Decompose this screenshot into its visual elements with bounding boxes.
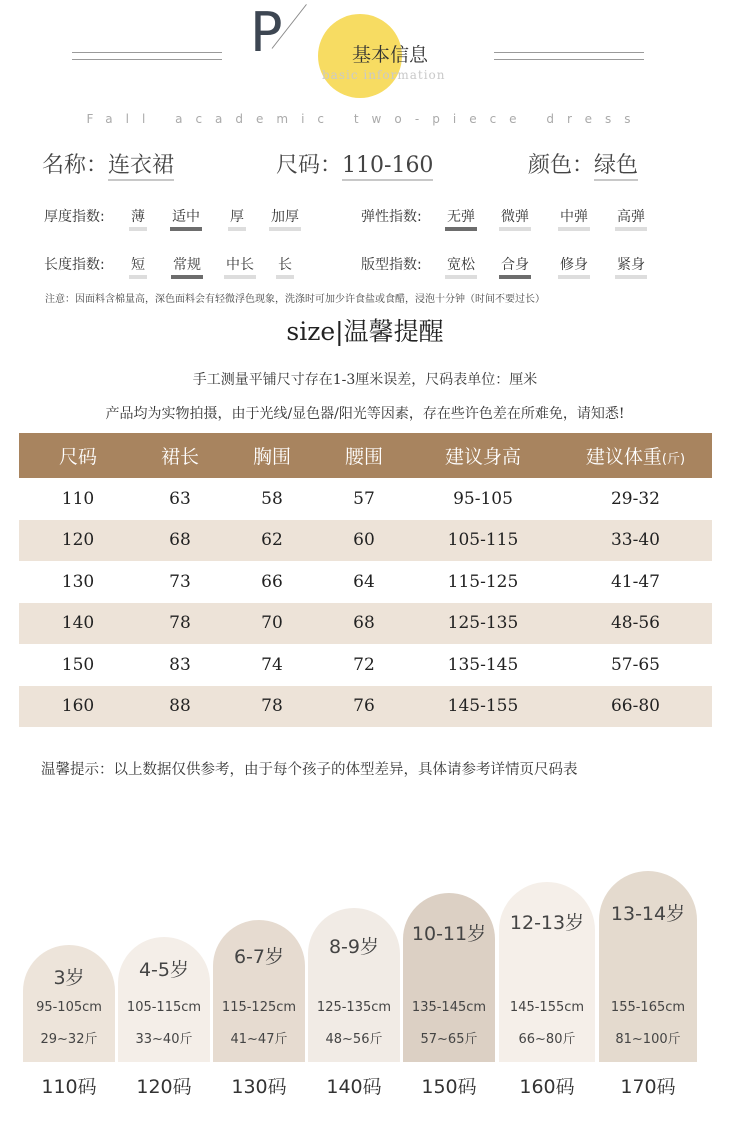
cell-chest: 70 bbox=[261, 613, 283, 634]
option-underline bbox=[170, 227, 202, 231]
table-row bbox=[19, 686, 712, 728]
option-underline bbox=[558, 227, 590, 231]
cell-height: 105-115 bbox=[447, 530, 519, 551]
age-height-range: 125-135cm bbox=[316, 1000, 392, 1015]
option-underline bbox=[276, 275, 294, 279]
age-weight-range: 33~40斤 bbox=[135, 1032, 193, 1047]
cell-height: 115-125 bbox=[447, 571, 519, 592]
header-cell-size: 尺码 bbox=[58, 446, 97, 468]
table-row bbox=[19, 478, 712, 520]
cell-chest: 78 bbox=[261, 696, 283, 717]
fit-option-label: 合身 bbox=[501, 257, 529, 273]
cell-length: 78 bbox=[169, 613, 191, 634]
elasticity-option bbox=[447, 206, 475, 226]
cell-height: 95-105 bbox=[453, 488, 513, 509]
header-cell-chest: 胸围 bbox=[252, 446, 291, 468]
fit-option bbox=[501, 254, 529, 274]
length-option bbox=[173, 254, 201, 274]
cell-length: 68 bbox=[169, 530, 191, 551]
age-weight-range: 29~32斤 bbox=[40, 1032, 98, 1047]
age-height-range: 105-115cm bbox=[126, 1000, 202, 1015]
table-row bbox=[19, 520, 712, 562]
option-underline bbox=[615, 227, 647, 231]
cell-waist: 64 bbox=[353, 571, 375, 592]
option-underline bbox=[171, 275, 203, 279]
cell-weight: 48-56 bbox=[610, 613, 660, 634]
length-option-label: 中长 bbox=[226, 257, 254, 273]
cell-size: 160 bbox=[61, 696, 95, 717]
option-underline bbox=[445, 275, 477, 279]
cell-length: 63 bbox=[169, 488, 191, 509]
header-cell-length: 裙长 bbox=[160, 446, 199, 468]
age-height-range: 155-165cm bbox=[610, 1000, 686, 1015]
cell-waist: 57 bbox=[353, 488, 375, 509]
age-arch bbox=[213, 920, 305, 1062]
thickness-option bbox=[131, 206, 145, 226]
cell-size: 150 bbox=[61, 654, 95, 675]
option-underline bbox=[445, 227, 477, 231]
age-arch bbox=[118, 937, 210, 1062]
age-size-code: 130码 bbox=[231, 1076, 287, 1098]
cell-height: 135-145 bbox=[447, 654, 519, 675]
age-label: 4-5岁 bbox=[138, 959, 190, 981]
length-label: 长度指数: bbox=[44, 257, 105, 273]
elasticity-option bbox=[617, 206, 645, 226]
length-option bbox=[226, 254, 254, 274]
header-right-rule bbox=[494, 52, 644, 60]
age-size-code: 120码 bbox=[136, 1076, 192, 1098]
age-label: 8-9岁 bbox=[328, 936, 380, 958]
cell-waist: 68 bbox=[353, 613, 375, 634]
length-option-label: 短 bbox=[131, 257, 145, 273]
age-arch bbox=[308, 908, 400, 1062]
table-row bbox=[19, 603, 712, 645]
age-arch bbox=[499, 882, 595, 1062]
option-underline bbox=[558, 275, 590, 279]
header-weight-unit: (斤) bbox=[661, 452, 686, 467]
thickness-option-label: 厚 bbox=[230, 209, 244, 225]
cell-weight: 29-32 bbox=[610, 488, 660, 509]
age-size-code: 150码 bbox=[421, 1076, 477, 1098]
option-underline bbox=[499, 275, 531, 279]
option-underline bbox=[499, 227, 531, 231]
thickness-option-label: 加厚 bbox=[271, 209, 299, 225]
cell-weight: 57-65 bbox=[610, 654, 660, 675]
header-letter: P bbox=[250, 1, 283, 64]
age-size-code: 170码 bbox=[620, 1076, 676, 1098]
elasticity-option bbox=[501, 206, 529, 226]
age-weight-range: 66~80斤 bbox=[518, 1032, 576, 1047]
header-weight-text: 建议体重 bbox=[585, 446, 662, 468]
color-tip: 产品均为实物拍摄，由于光线/显色器/阳光等因素，存在些许色差在所难免，请知悉! bbox=[105, 406, 625, 422]
age-height-range: 95-105cm bbox=[36, 1000, 102, 1015]
cell-height: 145-155 bbox=[447, 696, 519, 717]
size-table bbox=[19, 433, 712, 727]
age-height-range: 135-145cm bbox=[411, 1000, 487, 1015]
cell-chest: 74 bbox=[261, 654, 283, 675]
size-table-body bbox=[19, 478, 712, 727]
header-left-rule bbox=[72, 52, 222, 60]
length-option bbox=[131, 254, 145, 274]
fit-option-label: 紧身 bbox=[617, 257, 645, 273]
table-row bbox=[19, 644, 712, 686]
size-section-title: size|温馨提醒 bbox=[286, 317, 444, 346]
size-title-right: 温馨提醒 bbox=[343, 317, 444, 346]
age-arch bbox=[403, 893, 495, 1062]
fit-label: 版型指数: bbox=[361, 257, 422, 273]
thickness-option bbox=[172, 206, 200, 226]
cell-size: 130 bbox=[61, 571, 95, 592]
color-label: 颜色： bbox=[528, 153, 595, 178]
cell-weight: 33-40 bbox=[610, 530, 660, 551]
cell-chest: 62 bbox=[261, 530, 283, 551]
table-row bbox=[19, 561, 712, 603]
thickness-option-label: 薄 bbox=[131, 209, 145, 225]
elasticity-label: 弹性指数: bbox=[361, 209, 422, 225]
cell-size: 120 bbox=[61, 530, 95, 551]
header-cell-height: 建议身高 bbox=[444, 446, 521, 468]
thickness-option bbox=[230, 206, 244, 226]
cell-size: 140 bbox=[61, 613, 95, 634]
age-height-range: 145-155cm bbox=[509, 1000, 585, 1015]
length-option-label: 常规 bbox=[173, 257, 201, 273]
color-value: 绿色 bbox=[594, 153, 638, 181]
fit-option-label: 宽松 bbox=[447, 257, 475, 273]
length-option-label: 长 bbox=[278, 257, 292, 273]
cell-length: 73 bbox=[169, 571, 191, 592]
age-arch bbox=[599, 871, 697, 1062]
age-weight-range: 48~56斤 bbox=[325, 1032, 383, 1047]
elasticity-option-label: 微弹 bbox=[501, 209, 529, 225]
name-value: 连衣裙 bbox=[108, 153, 174, 181]
length-option bbox=[278, 254, 292, 274]
age-size-code: 110码 bbox=[41, 1076, 97, 1098]
color-info bbox=[528, 148, 638, 179]
fit-option bbox=[447, 254, 475, 274]
option-underline bbox=[228, 227, 246, 231]
fit-option-label: 修身 bbox=[560, 257, 588, 273]
elasticity-option bbox=[560, 206, 588, 226]
age-label: 12-13岁 bbox=[509, 912, 585, 934]
care-note: 注意：因面料含棉量高，深色面料会有轻微浮色现象，洗涤时可加少许食盐或食醋，浸泡十分钟（时间不要过长） bbox=[45, 294, 545, 305]
header-cell-waist: 腰围 bbox=[344, 446, 383, 468]
cell-weight: 66-80 bbox=[610, 696, 660, 717]
measurement-tip: 手工测量平铺尺寸存在1-3厘米误差，尺码表单位：厘米 bbox=[192, 372, 538, 388]
option-underline bbox=[615, 275, 647, 279]
age-size-code: 140码 bbox=[326, 1076, 382, 1098]
header-title: 基本信息 bbox=[352, 44, 429, 66]
cell-chest: 58 bbox=[261, 488, 283, 509]
cell-length: 88 bbox=[169, 696, 191, 717]
cell-waist: 60 bbox=[353, 530, 375, 551]
elasticity-option-label: 无弹 bbox=[447, 209, 475, 225]
name-info bbox=[42, 148, 174, 179]
fit-option bbox=[617, 254, 645, 274]
size-value: 110-160 bbox=[342, 153, 433, 181]
option-underline bbox=[224, 275, 256, 279]
cell-length: 83 bbox=[169, 654, 191, 675]
option-underline bbox=[129, 275, 147, 279]
size-title-left: size bbox=[286, 317, 336, 346]
name-label: 名称： bbox=[42, 153, 109, 178]
age-weight-range: 81~100斤 bbox=[615, 1032, 681, 1047]
product-tagline: Fall academic two-piece dress bbox=[86, 112, 644, 126]
option-underline bbox=[269, 227, 301, 231]
age-label: 13-14岁 bbox=[610, 903, 686, 925]
cell-waist: 76 bbox=[353, 696, 375, 717]
cell-height: 125-135 bbox=[447, 613, 519, 634]
age-label: 6-7岁 bbox=[233, 946, 285, 968]
age-label: 3岁 bbox=[53, 967, 85, 989]
cell-size: 110 bbox=[61, 488, 95, 509]
cell-chest: 66 bbox=[261, 571, 283, 592]
elasticity-option-label: 中弹 bbox=[560, 209, 588, 225]
header-subtitle: basic information bbox=[322, 68, 446, 82]
thickness-option-label: 适中 bbox=[172, 209, 200, 225]
size-info bbox=[276, 148, 433, 179]
cell-waist: 72 bbox=[353, 654, 375, 675]
thickness-label: 厚度指数: bbox=[44, 209, 105, 225]
age-size-code: 160码 bbox=[519, 1076, 575, 1098]
cell-weight: 41-47 bbox=[610, 571, 660, 592]
size-label: 尺码： bbox=[276, 153, 343, 178]
size-table-header bbox=[19, 433, 712, 478]
warm-tip: 温馨提示：以上数据仅供参考，由于每个孩子的体型差异，具体请参考详情页尺码表 bbox=[41, 762, 578, 778]
age-weight-range: 41~47斤 bbox=[230, 1032, 288, 1047]
age-height-range: 115-125cm bbox=[221, 1000, 297, 1015]
age-label: 10-11岁 bbox=[411, 923, 487, 945]
thickness-option bbox=[271, 206, 299, 226]
fit-option bbox=[560, 254, 588, 274]
option-underline bbox=[129, 227, 147, 231]
elasticity-option-label: 高弹 bbox=[617, 209, 645, 225]
header-cell-weight bbox=[559, 442, 712, 469]
age-arch bbox=[23, 945, 115, 1062]
age-weight-range: 57~65斤 bbox=[420, 1032, 478, 1047]
